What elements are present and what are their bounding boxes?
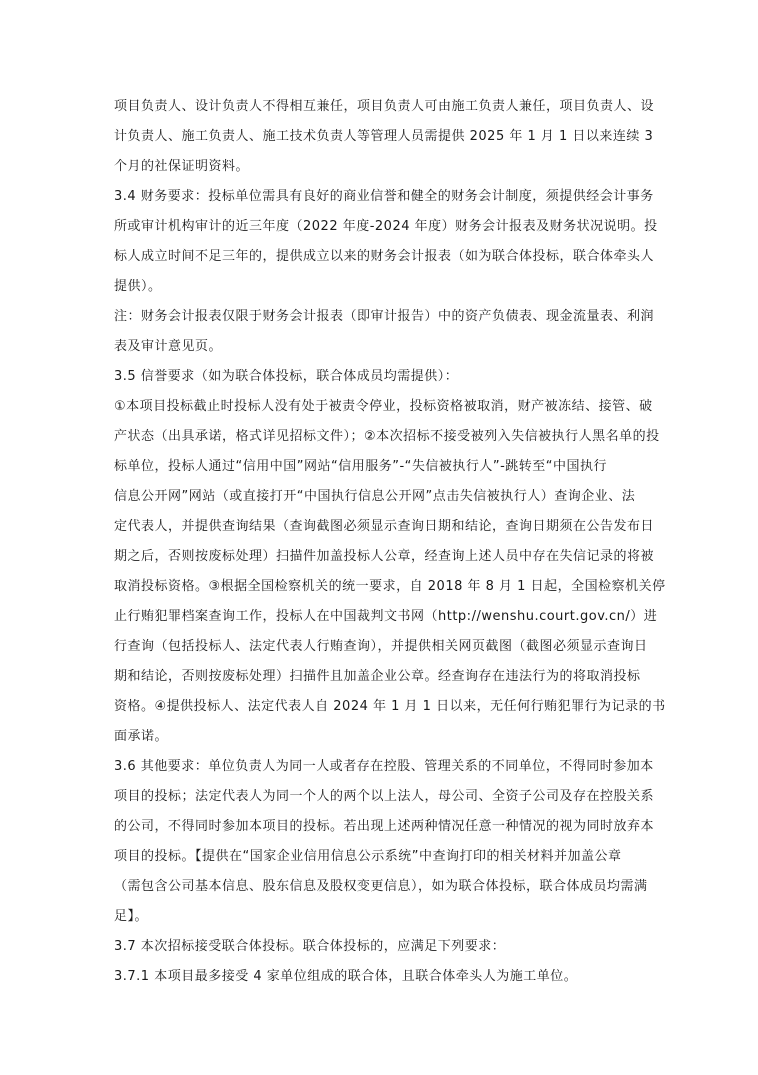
body-text-line: 定代表人，并提供查询结果（查询截图必须显示查询日期和结论，查询日期须在公告发布日	[114, 519, 655, 534]
body-text-line: ①本项目投标截止时投标人没有处于被责令停业，投标资格被取消，财产被冻结、接管、破	[114, 399, 653, 414]
section-3-6-line: 3.6 其他要求：单位负责人为同一人或者存在控股、管理关系的不同单位，不得同时参加本	[114, 759, 654, 774]
section-3-7-line: 3.7 本次招标接受联合体投标。联合体投标的，应满足下列要求：	[114, 939, 506, 954]
body-text-line: 计负责人、施工负责人、施工技术负责人等管理人员需提供 2025 年 1 月 1 日以来连续 3	[114, 129, 654, 144]
note-line: 表及审计意见页。	[114, 339, 223, 354]
body-text-line: 提供）。	[114, 279, 162, 294]
section-3-5-line: 3.5 信誉要求（如为联合体投标，联合体成员均需提供）：	[114, 369, 459, 384]
body-text-line: 足】。	[114, 909, 149, 924]
body-text-line: （需包含公司基本信息、股东信息及股权变更信息），如为联合体投标，联合体成员均需满	[114, 879, 648, 894]
body-text-line: 面承诺。	[114, 729, 169, 744]
section-3-7-1-line: 3.7.1 本项目最多接受 4 家单位组成的联合体，且联合体牵头人为施工单位。	[114, 969, 578, 984]
note-line: 注：财务会计报表仅限于财务会计报表（即审计报告）中的资产负债表、现金流量表、利润	[114, 309, 655, 324]
body-text-line: 取消投标资格。③根据全国检察机关的统一要求，自 2018 年 8 月 1 日起，全国检察机关停	[114, 579, 666, 594]
body-text-line: 所或审计机构审计的近三年度（2022 年度-2024 年度）财务会计报表及财务状况说明。投	[114, 219, 658, 234]
section-3-4-line: 3.4 财务要求：投标单位需具有良好的商业信誉和健全的财务会计制度，须提供经会计事务	[114, 189, 654, 204]
body-text-line: 产状态（出具承诺，格式详见招标文件）；②本次招标不接受被列入失信被执行人黑名单的投	[114, 429, 660, 444]
body-text-line: 标人成立时间不足三年的，提供成立以来的财务会计报表（如为联合体投标，联合体牵头人	[114, 249, 655, 264]
body-text-line: 标单位，投标人通过“信用中国”网站“信用服务”-“失信被执行人”-跳转至“中国执行	[114, 459, 608, 474]
body-text-line: 项目的投标。【提供在“国家企业信用信息公示系统”中查询打印的相关材料并加盖公章	[114, 849, 622, 864]
body-text-line: 项目的投标；法定代表人为同一个人的两个以上法人，母公司、全资子公司及存在控股关系	[114, 789, 655, 804]
body-text-line: 行查询（包括投标人、法定代表人行贿查询），并提供相关网页截图（截图必须显示查询日	[114, 639, 648, 654]
body-text-line: 的公司，不得同时参加本项目的投标。若出现上述两种情况任意一种情况的视为同时放弃本	[114, 819, 655, 834]
body-text-line: 止行贿犯罪档案查询工作，投标人在中国裁判文书网（http://wenshu.court.gov.cn/）进	[114, 609, 658, 624]
body-text-line: 期和结论，否则按废标处理）扫描件且加盖企业公章。经查询存在违法行为的将取消投标	[114, 669, 641, 684]
body-text-line: 项目负责人、设计负责人不得相互兼任，项目负责人可由施工负责人兼任，项目负责人、设	[114, 99, 655, 114]
body-text-line: 资格。④提供投标人、法定代表人自 2024 年 1 月 1 日以来，无任何行贿犯罪行为记录的书	[114, 699, 666, 714]
body-text-line: 个月的社保证明资料。	[114, 159, 250, 174]
body-text-line: 信息公开网”网站（或直接打开“中国执行信息公开网”点击失信被执行人）查询企业、法	[114, 489, 636, 504]
body-text-line: 期之后，否则按废标处理）扫描件加盖投标人公章，经查询上述人员中存在失信记录的将被	[114, 549, 655, 564]
